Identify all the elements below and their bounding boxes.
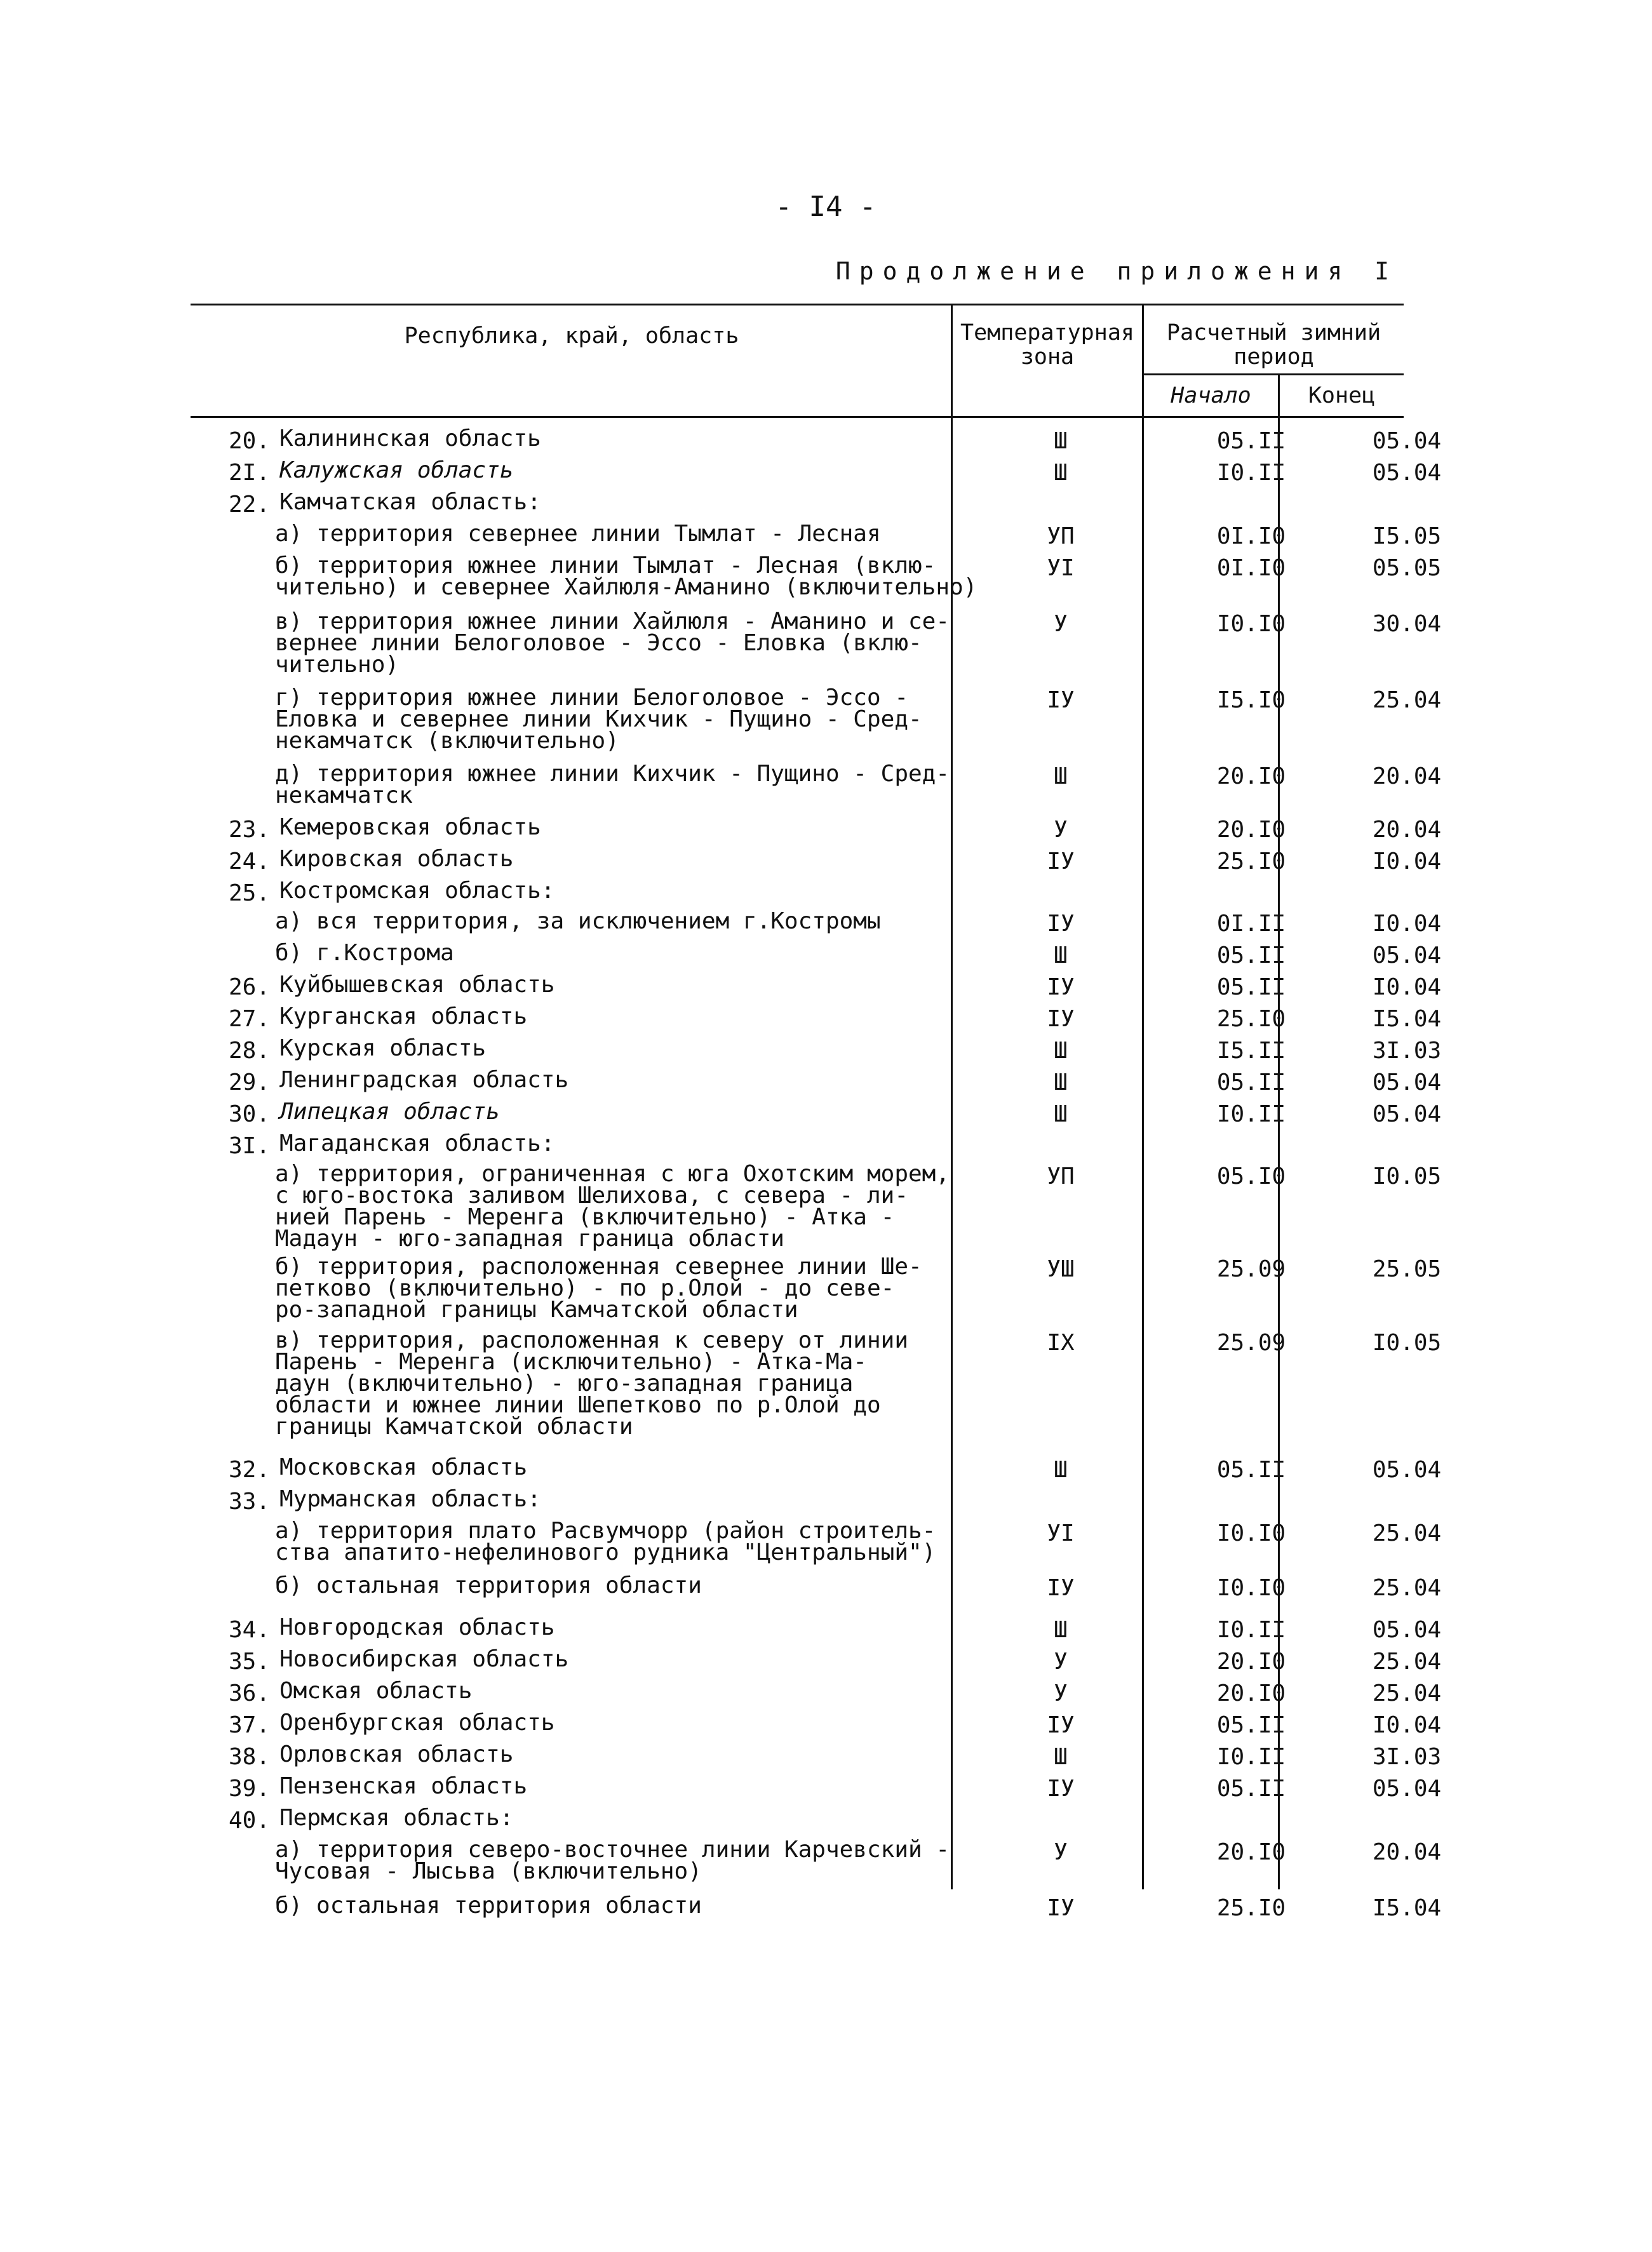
row-zone: УШ — [1047, 1256, 1075, 1282]
row-label: Новосибирская область — [279, 1646, 569, 1672]
row-number: 20. — [228, 428, 270, 454]
row-label: Пермская область: — [279, 1805, 514, 1831]
row-zone: IУ — [1047, 1575, 1075, 1601]
row-end: I0.04 — [1372, 911, 1442, 937]
row-start: I0.II — [1216, 1617, 1286, 1643]
row-number: 36. — [228, 1680, 270, 1706]
row-start: 25.I0 — [1216, 848, 1286, 875]
row-end: 3I.03 — [1372, 1744, 1442, 1770]
row-end: 25.04 — [1372, 687, 1442, 713]
header-bottom-rule — [191, 416, 1404, 418]
row-number: 25. — [228, 880, 270, 906]
row-end: 05.04 — [1372, 942, 1442, 968]
row-end: 25.05 — [1372, 1256, 1442, 1282]
row-number: 39. — [228, 1776, 270, 1802]
row-label: Кировская область — [279, 846, 514, 872]
row-label: Камчатская область: — [279, 489, 541, 515]
row-zone: IУ — [1047, 974, 1075, 1000]
row-label: Новгородская область — [279, 1614, 555, 1640]
row-label: Магаданская область: — [279, 1130, 555, 1156]
row-label: а) территория севернее линии Тымлат - Лесная — [275, 521, 881, 547]
row-end: I5.05 — [1372, 523, 1442, 549]
row-start: I0.I0 — [1216, 1520, 1286, 1546]
row-end: I0.04 — [1372, 974, 1442, 1000]
row-label: в) территория, расположенная к северу от линии Парень - Меренга (исключительно) - Атка-Ма- даун (включительно) - юго-западная граница области и южнее линии Шепетково по р.Олой до границы Камчатской области — [275, 1327, 908, 1440]
row-end: 25.04 — [1372, 1575, 1442, 1601]
row-number: 27. — [228, 1006, 270, 1032]
row-number: 3I. — [228, 1133, 270, 1159]
row-start: I5.II — [1216, 1038, 1286, 1064]
row-zone: У — [1054, 817, 1068, 843]
header-period: Расчетный зимний период — [1166, 320, 1381, 370]
row-zone: Ш — [1054, 1101, 1068, 1127]
header-region: Республика, край, область — [404, 323, 739, 349]
row-label: а) территория северо-восточнее линии Карчевский - Чусовая - Лысьва (включительно) — [275, 1837, 950, 1884]
row-label: Липецкая область — [279, 1099, 500, 1125]
row-start: 05.II — [1216, 1712, 1286, 1738]
row-start: 0I.II — [1216, 911, 1286, 937]
row-start: 05.I0 — [1216, 1163, 1286, 1190]
row-zone: У — [1054, 1649, 1068, 1675]
row-zone: Ш — [1054, 460, 1068, 486]
row-label: Курская область — [279, 1035, 487, 1061]
row-end: I5.04 — [1372, 1006, 1442, 1032]
row-number: 30. — [228, 1101, 270, 1127]
row-label: а) территория, ограниченная с юга Охотским морем, с юго-востока заливом Шелихова, с севера - ли- нией Парень - Меренга (включительно) - Атка - Мадаун - юго-западная граница области — [275, 1161, 950, 1252]
row-label: б) г.Кострома — [275, 940, 454, 966]
row-zone: Ш — [1054, 1069, 1068, 1096]
row-end: 20.04 — [1372, 763, 1442, 789]
row-start: 20.I0 — [1216, 763, 1286, 789]
row-number: 34. — [228, 1617, 270, 1643]
row-end: 25.04 — [1372, 1520, 1442, 1546]
row-start: 05.II — [1216, 942, 1286, 968]
row-start: 20.I0 — [1216, 1649, 1286, 1675]
row-label: Костромская область: — [279, 878, 555, 904]
row-number: 32. — [228, 1457, 270, 1483]
row-end: 05.04 — [1372, 1617, 1442, 1643]
row-end: 20.04 — [1372, 817, 1442, 843]
row-number: 40. — [228, 1807, 270, 1833]
row-number: 28. — [228, 1038, 270, 1064]
row-label: Кемеровская область — [279, 814, 541, 840]
row-label: б) остальная территория области — [275, 1572, 702, 1599]
row-end: 25.04 — [1372, 1649, 1442, 1675]
row-start: I0.II — [1216, 460, 1286, 486]
row-end: 30.04 — [1372, 611, 1442, 637]
row-label: д) территория южнее линии Кихчик - Пущино - Сред- некамчатск — [275, 761, 950, 808]
row-end: 05.04 — [1372, 1776, 1442, 1802]
row-label: Калужская область — [279, 457, 514, 483]
row-label: Московская область — [279, 1454, 528, 1480]
row-start: 05.II — [1216, 1457, 1286, 1483]
header-end: Конец — [1308, 383, 1376, 408]
row-zone: IУ — [1047, 848, 1075, 875]
row-end: 25.04 — [1372, 1680, 1442, 1706]
row-number: 26. — [228, 974, 270, 1000]
row-zone: Ш — [1054, 1744, 1068, 1770]
row-start: 25.I0 — [1216, 1895, 1286, 1921]
row-end: I0.04 — [1372, 1712, 1442, 1738]
header-zone: Температурная зона — [960, 320, 1134, 370]
row-start: 25.I0 — [1216, 1006, 1286, 1032]
row-label: Курганская область — [279, 1003, 528, 1029]
row-start: I0.I0 — [1216, 1575, 1286, 1601]
row-zone: IУ — [1047, 1776, 1075, 1802]
row-start: I0.II — [1216, 1744, 1286, 1770]
row-label: Оренбургская область — [279, 1710, 555, 1736]
row-start: 05.II — [1216, 974, 1286, 1000]
row-zone: Ш — [1054, 1038, 1068, 1064]
row-label: б) территория, расположенная севернее линии Ше- петково (включительно) - по р.Олой - до севе- ро-западной границы Камчатской области — [275, 1254, 922, 1323]
row-zone: УП — [1047, 1163, 1075, 1190]
row-start: 0I.I0 — [1216, 555, 1286, 581]
row-start: 20.I0 — [1216, 1680, 1286, 1706]
row-label: б) остальная территория области — [275, 1893, 702, 1919]
row-number: 29. — [228, 1069, 270, 1096]
row-label: Орловская область — [279, 1741, 514, 1767]
row-number: 22. — [228, 492, 270, 518]
row-zone: Ш — [1054, 428, 1068, 454]
row-start: 05.II — [1216, 1776, 1286, 1802]
row-zone: Ш — [1054, 1617, 1068, 1643]
row-zone: УI — [1047, 1520, 1075, 1546]
row-number: 35. — [228, 1649, 270, 1675]
header-start: Начало — [1171, 383, 1251, 408]
row-number: 38. — [228, 1744, 270, 1770]
page-number: - I4 - — [775, 191, 876, 223]
row-label: Калининская область — [279, 426, 541, 452]
row-zone: У — [1054, 611, 1068, 637]
row-zone: IУ — [1047, 1895, 1075, 1921]
row-number: 23. — [228, 817, 270, 843]
row-zone: IУ — [1047, 687, 1075, 713]
row-start: 20.I0 — [1216, 817, 1286, 843]
row-end: 3I.03 — [1372, 1038, 1442, 1064]
row-end: I0.05 — [1372, 1330, 1442, 1356]
row-end: 05.04 — [1372, 1457, 1442, 1483]
row-start: 25.09 — [1216, 1256, 1286, 1282]
row-end: 05.04 — [1372, 428, 1442, 454]
row-number: 24. — [228, 848, 270, 875]
row-end: I0.05 — [1372, 1163, 1442, 1190]
table-top-rule — [191, 304, 1404, 305]
row-number: 33. — [228, 1489, 270, 1515]
row-label: Пензенская область — [279, 1773, 528, 1799]
row-zone: IУ — [1047, 1006, 1075, 1032]
row-end: 05.04 — [1372, 1101, 1442, 1127]
row-start: 05.II — [1216, 1069, 1286, 1096]
row-zone: УП — [1047, 523, 1075, 549]
row-end: I0.04 — [1372, 848, 1442, 875]
row-end: I5.04 — [1372, 1895, 1442, 1921]
row-zone: IX — [1047, 1330, 1075, 1356]
row-label: б) территория южнее линии Тымлат - Лесная (вклю- чительно) и севернее Хайлюля-Аманино (включительно) — [275, 553, 977, 600]
row-label: в) территория южнее линии Хайлюля - Аманино и се- вернее линии Белоголовое - Эссо - Еловка (вклю- чительно) — [275, 608, 950, 678]
row-label: а) территория плато Расвумчорр (район строитель- ства апатито-нефелинового рудника "Центральный") — [275, 1518, 936, 1565]
row-number: 2I. — [228, 460, 270, 486]
row-number: 37. — [228, 1712, 270, 1738]
row-start: I0.II — [1216, 1101, 1286, 1127]
row-label: Куйбышевская область — [279, 972, 555, 998]
row-end: 20.04 — [1372, 1839, 1442, 1865]
row-label: а) вся территория, за исключением г.Костромы — [275, 908, 881, 934]
row-zone: У — [1054, 1680, 1068, 1706]
continuation-title: Продолжение приложения I — [835, 257, 1398, 285]
row-start: 05.II — [1216, 428, 1286, 454]
row-label: Омская область — [279, 1678, 473, 1704]
row-zone: У — [1054, 1839, 1068, 1865]
row-label: Ленинградская область — [279, 1067, 569, 1093]
row-end: 05.05 — [1372, 555, 1442, 581]
row-start: I5.I0 — [1216, 687, 1286, 713]
row-start: 0I.I0 — [1216, 523, 1286, 549]
period-subheader-rule — [1143, 373, 1404, 375]
row-end: 05.04 — [1372, 460, 1442, 486]
row-label: Мурманская область: — [279, 1486, 541, 1512]
row-zone: IУ — [1047, 911, 1075, 937]
row-start: 20.I0 — [1216, 1839, 1286, 1865]
row-zone: IУ — [1047, 1712, 1075, 1738]
row-zone: Ш — [1054, 942, 1068, 968]
row-zone: Ш — [1054, 1457, 1068, 1483]
row-end: 05.04 — [1372, 1069, 1442, 1096]
row-start: I0.I0 — [1216, 611, 1286, 637]
row-start: 25.09 — [1216, 1330, 1286, 1356]
row-zone: Ш — [1054, 763, 1068, 789]
row-zone: УI — [1047, 555, 1075, 581]
row-label: г) территория южнее линии Белоголовое - Эссо - Еловка и севернее линии Кихчик - Пущино - Сред- некамчатск (включительно) — [275, 685, 922, 754]
